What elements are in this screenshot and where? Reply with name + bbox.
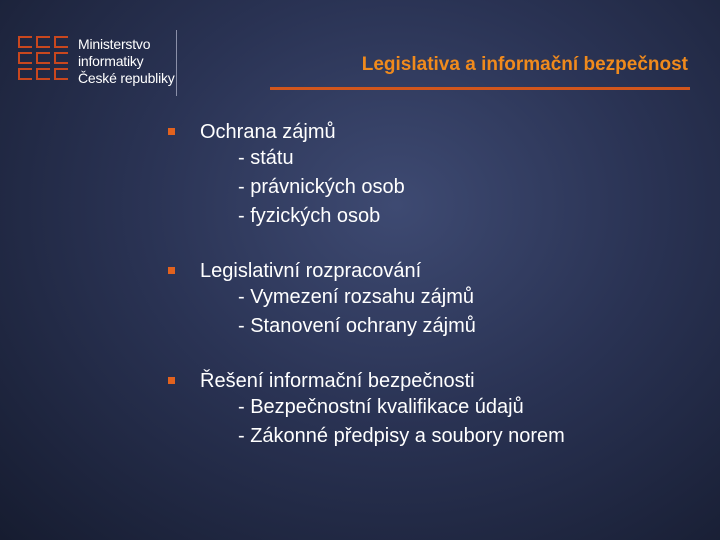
sub-item: - fyzických osob (238, 205, 381, 227)
logo-mark (36, 36, 50, 48)
slide-content (168, 120, 688, 479)
slide-title: Legislativa a informační bezpečnost (361, 54, 688, 75)
square-bullet-icon (168, 267, 175, 274)
logo-mark (36, 52, 50, 64)
bullet-heading-text: Ochrana zájmů (200, 121, 336, 143)
bullet-point (168, 259, 688, 341)
bullet-point (168, 120, 688, 231)
ministry-name-line: České republiky (78, 70, 175, 86)
logo-mark (18, 36, 32, 48)
ministry-name-line: Ministerstvo (78, 36, 151, 52)
logo-divider (176, 30, 177, 96)
bullet-heading (168, 259, 688, 283)
sub-item: - státu (238, 147, 294, 169)
bullet-point (168, 369, 688, 451)
sub-item: - Bezpečnostní kvalifikace údajů (238, 396, 524, 418)
logo-mark (54, 68, 68, 80)
logo-mark (18, 68, 32, 80)
square-bullet-icon (168, 377, 175, 384)
sub-item: - Zákonné předpisy a soubory norem (238, 425, 565, 447)
sub-item: - Vymezení rozsahu zájmů (238, 286, 475, 308)
title-underline (270, 87, 690, 90)
bullet-heading-text: Řešení informační bezpečnosti (200, 370, 475, 392)
logo-mark (36, 68, 50, 80)
sub-item: - Stanovení ochrany zájmů (238, 315, 476, 337)
logo-mark (54, 52, 68, 64)
ministry-logo-icon (18, 36, 68, 80)
logo-mark (54, 36, 68, 48)
sub-item: - právnických osob (238, 176, 405, 198)
logo-mark (18, 52, 32, 64)
ministry-name-line: informatiky (78, 53, 144, 69)
bullet-heading-text: Legislativní rozpracování (200, 260, 422, 282)
ministry-name (78, 36, 175, 87)
square-bullet-icon (168, 128, 175, 135)
bullet-heading (168, 369, 688, 393)
bullet-heading (168, 120, 688, 144)
